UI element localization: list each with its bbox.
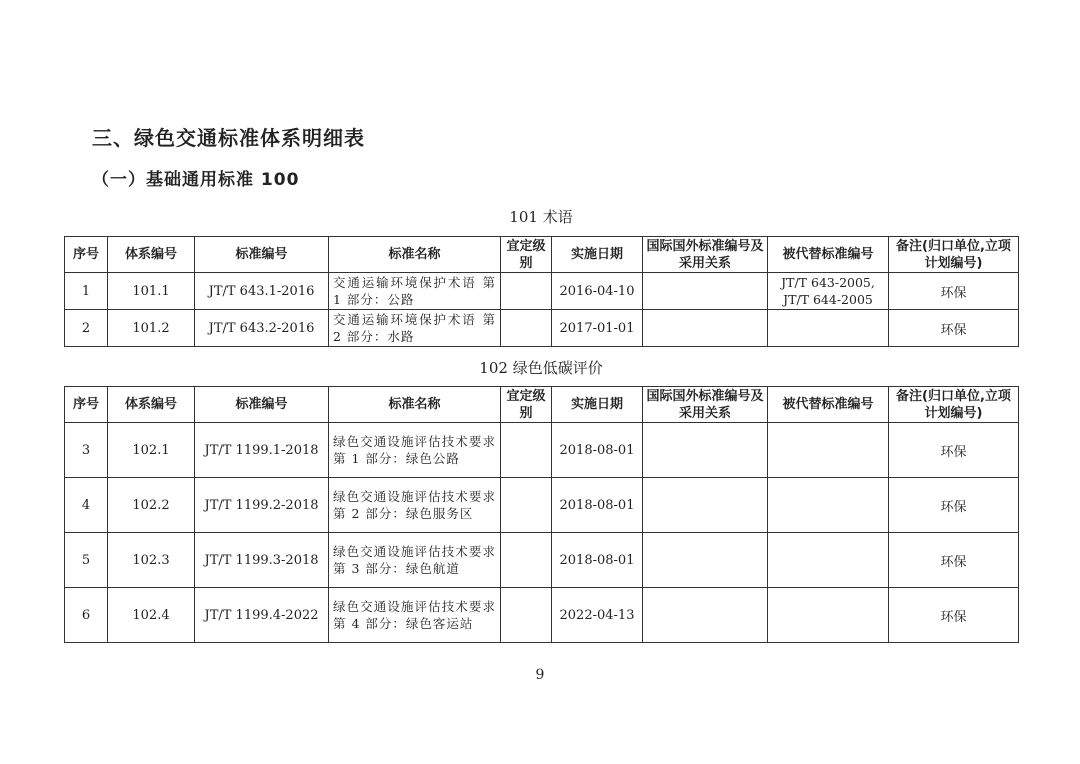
remark-cell: 环保 <box>889 588 1019 643</box>
remark-cell: 环保 <box>889 273 1019 310</box>
standard-name-cell: 绿色交通设施评估技术要求 第 3 部分：绿色航道 <box>329 533 501 588</box>
date-cell: 2018-08-01 <box>552 478 643 533</box>
intl-standard-cell <box>643 273 768 310</box>
intl-standard-cell <box>643 478 768 533</box>
remark-cell: 环保 <box>889 423 1019 478</box>
header-seq: 序号 <box>65 387 108 423</box>
seq-cell: 6 <box>65 588 108 643</box>
intl-standard-cell <box>643 533 768 588</box>
table-row <box>65 588 1019 643</box>
standard-name-cell: 交通运输环境保护术语 第 2 部分：水路 <box>329 310 501 347</box>
standard-number-cell: JT/T 1199.4-2022 <box>195 588 329 643</box>
standards-table-101 <box>64 236 1019 347</box>
level-cell <box>501 273 552 310</box>
header-seq: 序号 <box>65 237 108 273</box>
header-replaced-standard: 被代替标准编号 <box>768 237 889 273</box>
seq-cell: 5 <box>65 533 108 588</box>
header-replaced-standard: 被代替标准编号 <box>768 387 889 423</box>
header-level: 宜定级别 <box>501 387 552 423</box>
table-row <box>65 310 1019 347</box>
system-code-cell: 102.4 <box>108 588 195 643</box>
remark-cell: 环保 <box>889 478 1019 533</box>
header-standard-name: 标准名称 <box>329 237 501 273</box>
replaced-standard-cell <box>768 533 889 588</box>
intl-standard-cell <box>643 423 768 478</box>
page-number: 9 <box>535 667 545 683</box>
replaced-standard-cell <box>768 588 889 643</box>
table-header-row <box>65 387 1019 423</box>
table-row <box>65 533 1019 588</box>
date-cell: 2018-08-01 <box>552 423 643 478</box>
replaced-standard-cell: JT/T 643-2005, JT/T 644-2005 <box>768 273 889 310</box>
table-caption-101: 101 术语 <box>509 208 573 226</box>
standard-number-cell: JT/T 1199.3-2018 <box>195 533 329 588</box>
intl-standard-cell <box>643 588 768 643</box>
standards-table-102 <box>64 386 1019 643</box>
level-cell <box>501 588 552 643</box>
date-cell: 2017-01-01 <box>552 310 643 347</box>
header-level: 宜定级别 <box>501 237 552 273</box>
header-system-code: 体系编号 <box>108 387 195 423</box>
level-cell <box>501 533 552 588</box>
table-row <box>65 423 1019 478</box>
standard-number-cell: JT/T 1199.1-2018 <box>195 423 329 478</box>
standard-name-cell: 交通运输环境保护术语 第 1 部分：公路 <box>329 273 501 310</box>
standard-number-cell: JT/T 1199.2-2018 <box>195 478 329 533</box>
intl-standard-cell <box>643 310 768 347</box>
level-cell <box>501 423 552 478</box>
standard-name-cell: 绿色交通设施评估技术要求 第 1 部分：绿色公路 <box>329 423 501 478</box>
system-code-cell: 101.1 <box>108 273 195 310</box>
table-header-row <box>65 237 1019 273</box>
standard-name-cell: 绿色交通设施评估技术要求 第 2 部分：绿色服务区 <box>329 478 501 533</box>
date-cell: 2016-04-10 <box>552 273 643 310</box>
seq-cell: 3 <box>65 423 108 478</box>
system-code-cell: 102.3 <box>108 533 195 588</box>
seq-cell: 1 <box>65 273 108 310</box>
date-cell: 2018-08-01 <box>552 533 643 588</box>
header-standard-number: 标准编号 <box>195 387 329 423</box>
seq-cell: 4 <box>65 478 108 533</box>
section-heading: 三、绿色交通标准体系明细表 <box>92 126 365 150</box>
header-date: 实施日期 <box>552 387 643 423</box>
header-remark: 备注(归口单位,立项计划编号) <box>889 237 1019 273</box>
system-code-cell: 102.2 <box>108 478 195 533</box>
header-remark: 备注(归口单位,立项计划编号) <box>889 387 1019 423</box>
header-system-code: 体系编号 <box>108 237 195 273</box>
header-intl-standard: 国际国外标准编号及采用关系 <box>643 387 768 423</box>
date-cell: 2022-04-13 <box>552 588 643 643</box>
replaced-standard-cell <box>768 423 889 478</box>
seq-cell: 2 <box>65 310 108 347</box>
system-code-cell: 101.2 <box>108 310 195 347</box>
replaced-standard-cell <box>768 310 889 347</box>
level-cell <box>501 478 552 533</box>
table-row <box>65 273 1019 310</box>
remark-cell: 环保 <box>889 533 1019 588</box>
header-date: 实施日期 <box>552 237 643 273</box>
system-code-cell: 102.1 <box>108 423 195 478</box>
table-row <box>65 478 1019 533</box>
level-cell <box>501 310 552 347</box>
remark-cell: 环保 <box>889 310 1019 347</box>
table-caption-102: 102 绿色低碳评价 <box>479 359 603 377</box>
header-standard-name: 标准名称 <box>329 387 501 423</box>
header-intl-standard: 国际国外标准编号及采用关系 <box>643 237 768 273</box>
subsection-heading: （一）基础通用标准 100 <box>92 170 300 190</box>
replaced-standard-cell <box>768 478 889 533</box>
header-standard-number: 标准编号 <box>195 237 329 273</box>
standard-number-cell: JT/T 643.2-2016 <box>195 310 329 347</box>
standard-number-cell: JT/T 643.1-2016 <box>195 273 329 310</box>
standard-name-cell: 绿色交通设施评估技术要求 第 4 部分：绿色客运站 <box>329 588 501 643</box>
